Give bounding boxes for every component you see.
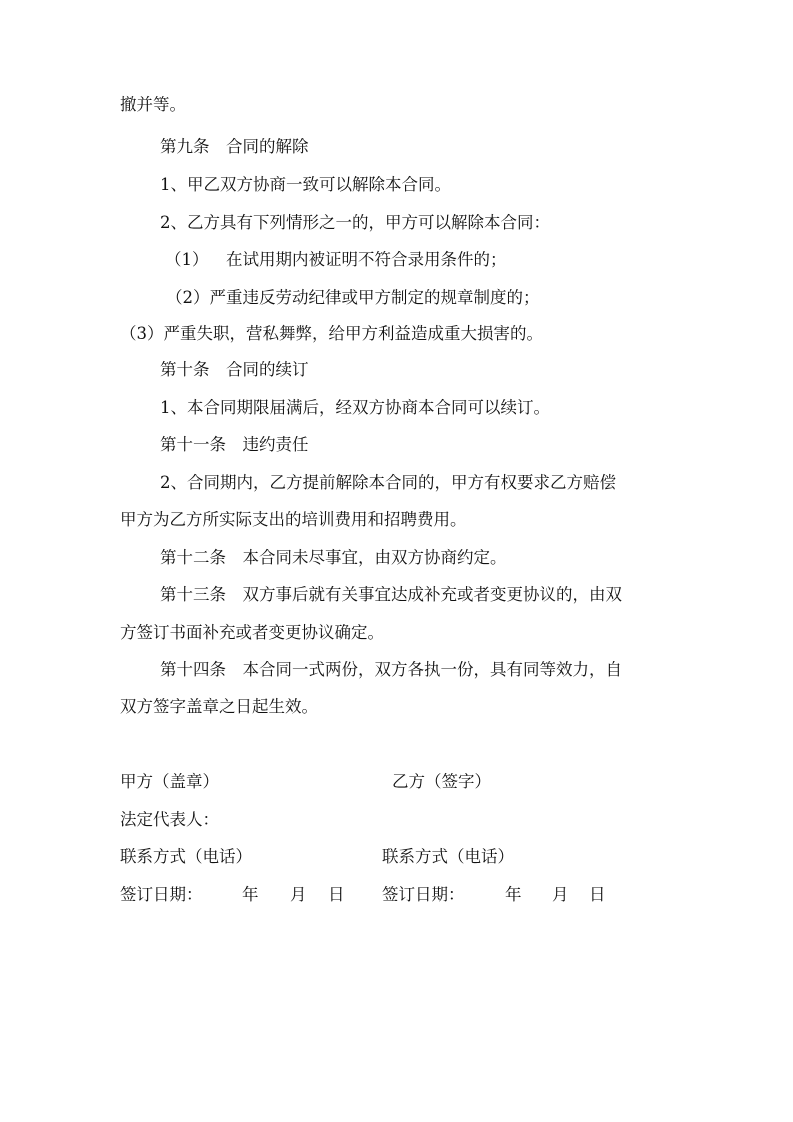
- article-11-heading: 第十一条 违约责任: [160, 435, 309, 454]
- article-9-heading: 第九条 合同的解除: [160, 137, 309, 156]
- article-11-clause-2-line-1: 2、合同期内，乙方提前解除本合同的，甲方有权要求乙方赔偿: [160, 473, 616, 492]
- article-14-line-2: 双方签字盖章之日起生效。: [120, 697, 318, 716]
- article-9-item-2: （2）严重违反劳动纪律或甲方制定的规章制度的；: [166, 288, 540, 307]
- party-b-sign-date-label: 签订日期：: [382, 885, 465, 904]
- article-13-line-2: 方签订书面补充或者变更协议确定。: [120, 623, 384, 642]
- article-12: 第十二条 本合同未尽事宜，由双方协商约定。: [160, 548, 507, 567]
- article-11-clause-2-line-2: 甲方为乙方所实际支出的培训费用和招聘费用。: [120, 510, 467, 529]
- article-14-line-1: 第十四条 本合同一式两份，双方各执一份，具有同等效力，自: [160, 660, 622, 679]
- party-b-month-label: 月: [552, 885, 569, 904]
- party-b-sign-label: 乙方（签字）: [392, 772, 491, 791]
- party-b-day-label: 日: [589, 885, 606, 904]
- article-10-clause-1: 1、本合同期限届满后，经双方协商本合同可以续订。: [160, 398, 550, 417]
- article-9-clause-2: 2、乙方具有下列情形之一的，甲方可以解除本合同：: [160, 213, 550, 232]
- party-b-contact-label: 联系方式（电话）: [382, 847, 514, 866]
- party-a-month-label: 月: [290, 885, 307, 904]
- party-a-contact-label: 联系方式（电话）: [120, 847, 252, 866]
- party-b-year-label: 年: [505, 885, 522, 904]
- text-line-continuation: 撤并等。: [120, 95, 186, 114]
- party-a-year-label: 年: [242, 885, 259, 904]
- article-9-item-1-number: （1）: [165, 250, 209, 269]
- party-a-seal-label: 甲方（盖章）: [120, 772, 219, 791]
- article-10-heading: 第十条 合同的续订: [160, 360, 309, 379]
- article-9-item-3: （3）严重失职，营私舞弊，给甲方利益造成重大损害的。: [120, 324, 543, 343]
- article-13-line-1: 第十三条 双方事后就有关事宜达成补充或者变更协议的，由双: [160, 585, 622, 604]
- legal-representative-label: 法定代表人：: [120, 810, 219, 829]
- party-a-day-label: 日: [328, 885, 345, 904]
- article-9-item-1-text: 在试用期内被证明不符合录用条件的；: [226, 250, 507, 269]
- article-9-clause-1: 1、甲乙双方协商一致可以解除本合同。: [160, 175, 451, 194]
- party-a-sign-date-label: 签订日期：: [120, 885, 203, 904]
